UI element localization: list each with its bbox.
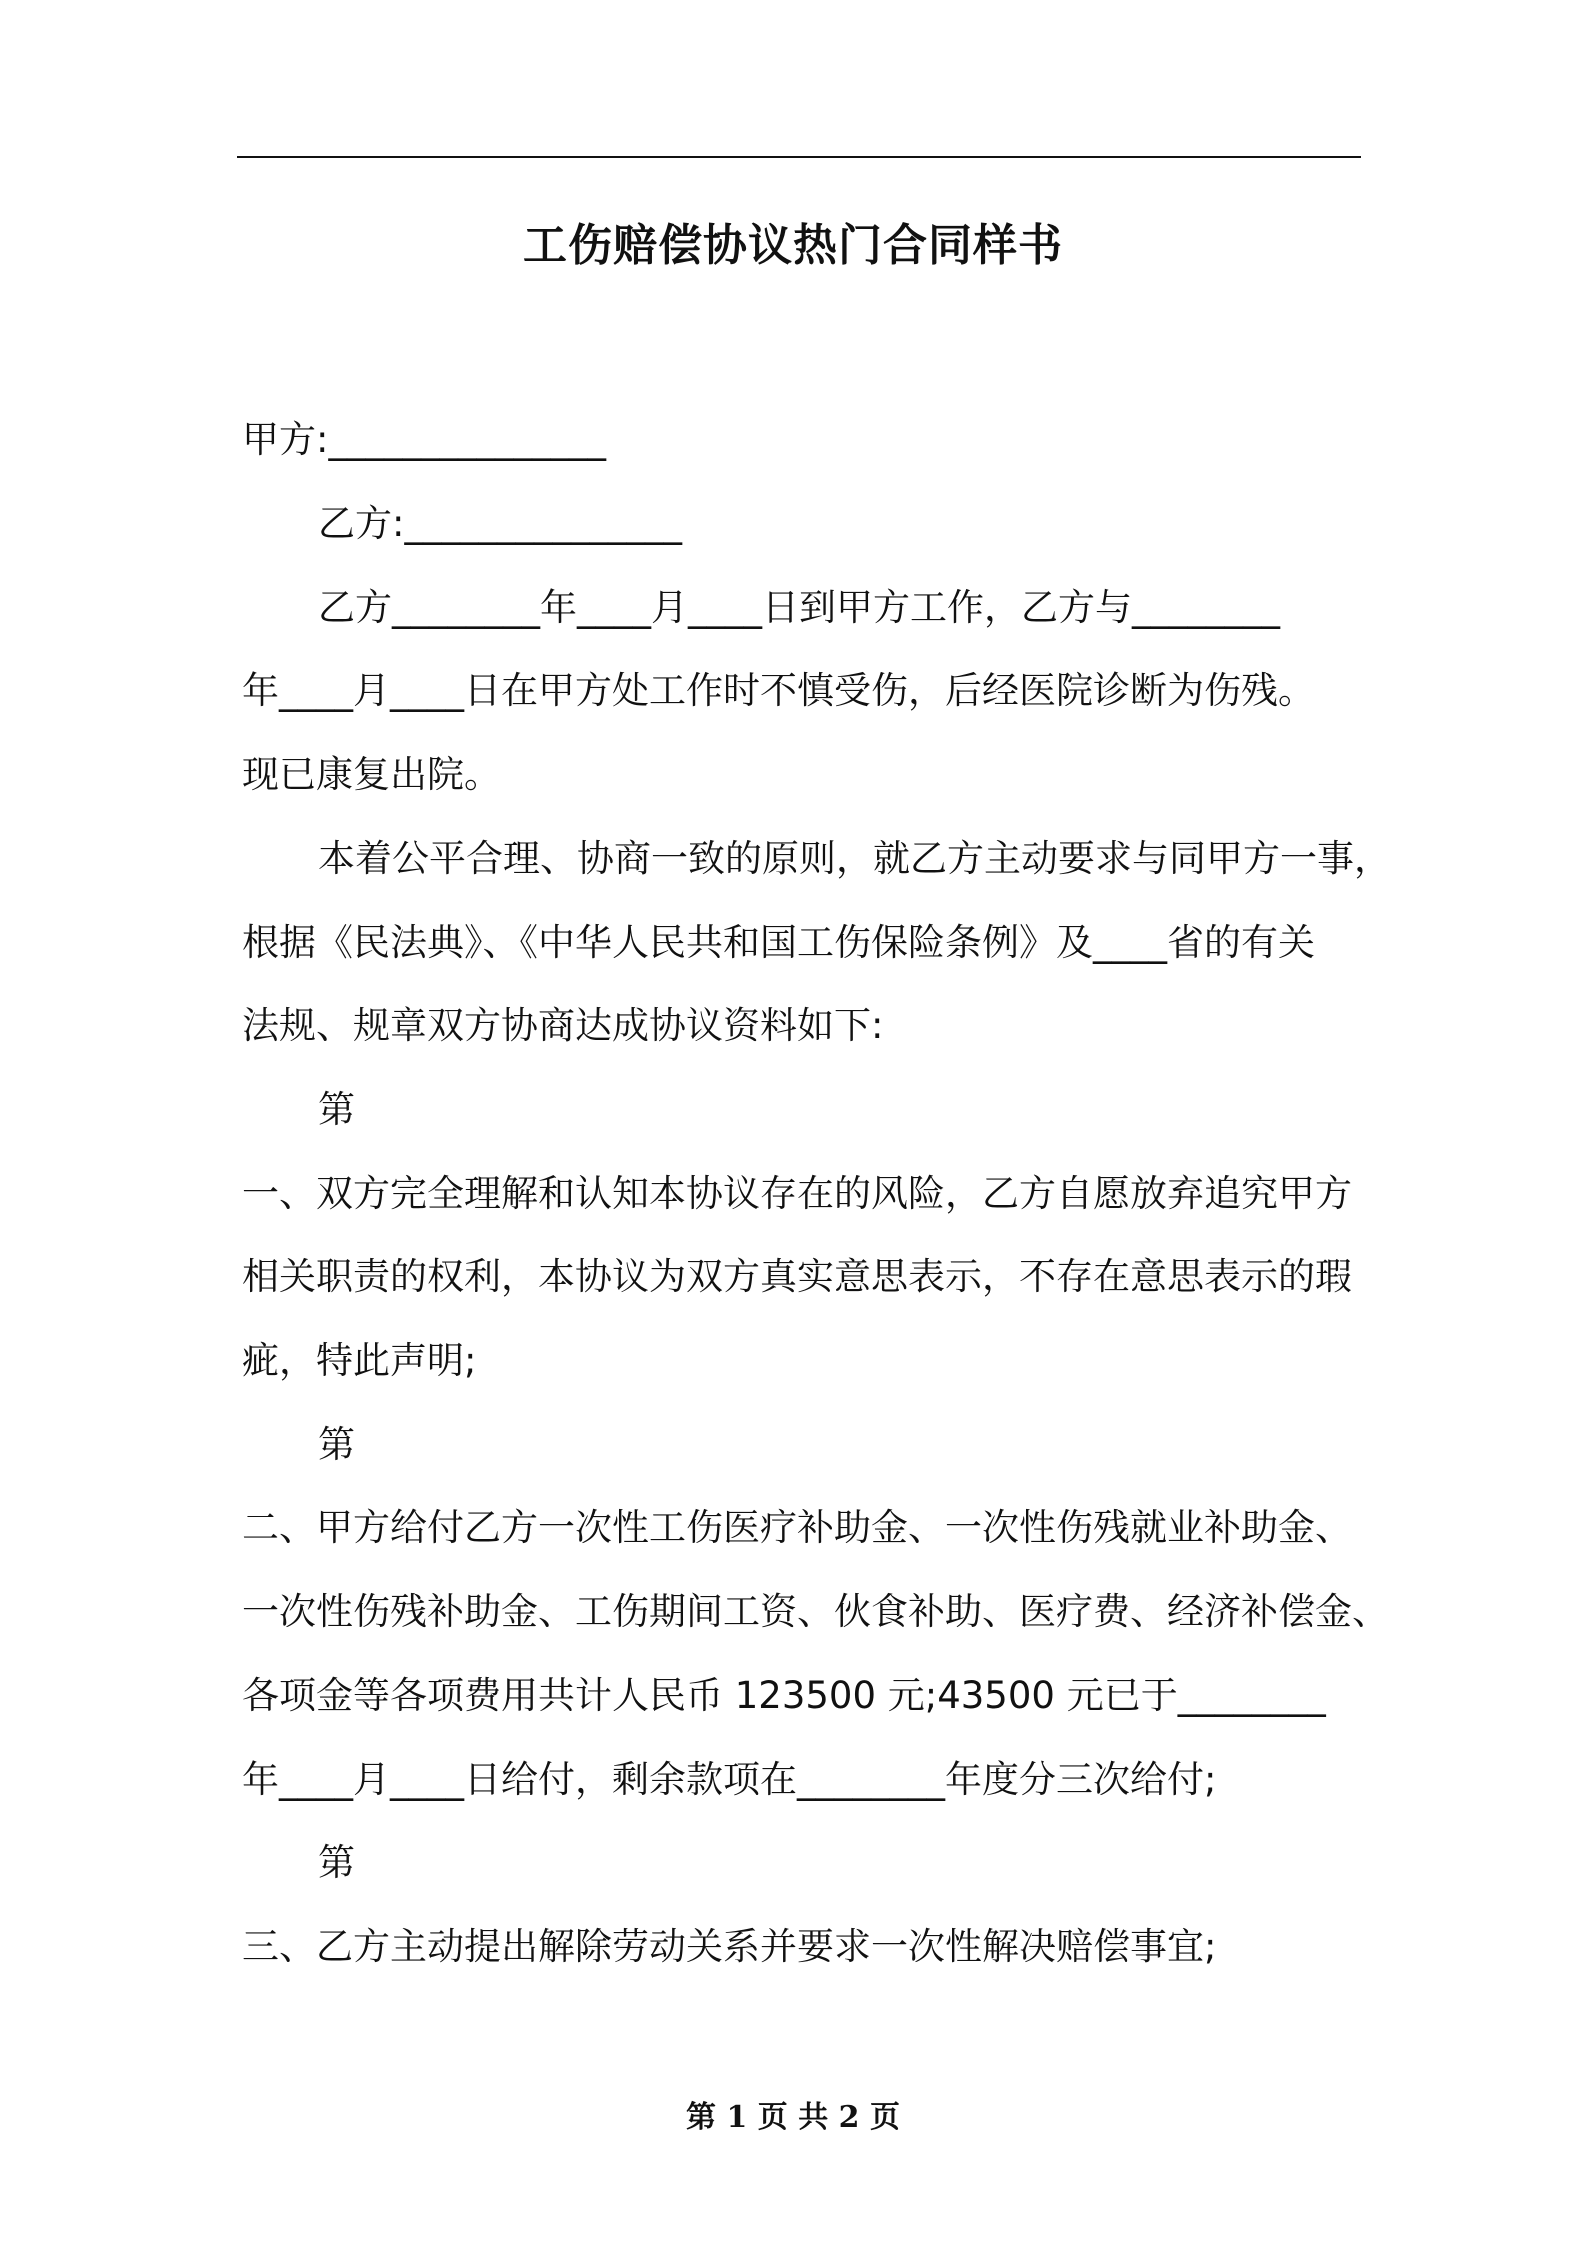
- paragraph-line: 本着公平合理、协商一致的原则，就乙方主动要求与同甲方一事，: [318, 837, 1391, 880]
- paragraph-line: 法规、规章双方协商达成协议资料如下:: [242, 1004, 884, 1047]
- header-rule: [237, 156, 1361, 158]
- article-line: 各项金等各项费用共计人民币 123500 元;43500 元已于________: [242, 1674, 1326, 1717]
- paragraph-line: 现已康复出院。: [242, 753, 501, 796]
- article-line: 疵，特此声明;: [242, 1339, 477, 1382]
- article-line: 一次性伤残补助金、工伤期间工资、伙食补助、医疗费、经济补偿金、: [242, 1590, 1389, 1633]
- paragraph-line: 根据《民法典》、《中华人民共和国工伤保险条例》及____省的有关: [242, 921, 1315, 964]
- party-a-line: 甲方:_______________: [242, 418, 606, 461]
- paragraph-line: 年____月____日在甲方处工作时不慎受伤，后经医院诊断为伤残。: [242, 669, 1315, 712]
- article-label: 第: [318, 1841, 355, 1884]
- document-title: 工伤赔偿协议热门合同样书: [523, 220, 1063, 271]
- article-line: 三、乙方主动提出解除劳动关系并要求一次性解决赔偿事宜;: [242, 1925, 1217, 1968]
- article-line: 二、甲方给付乙方一次性工伤医疗补助金、一次性伤残就业补助金、: [242, 1506, 1352, 1549]
- article-label: 第: [318, 1088, 355, 1131]
- party-b-line: 乙方:_______________: [318, 502, 682, 545]
- article-line: 年____月____日给付，剩余款项在________年度分三次给付;: [242, 1758, 1217, 1801]
- article-line: 相关职责的权利，本协议为双方真实意思表示，不存在意思表示的瑕: [242, 1255, 1352, 1298]
- article-label: 第: [318, 1423, 355, 1466]
- article-line: 一、双方完全理解和认知本协议存在的风险，乙方自愿放弃追究甲方: [242, 1172, 1352, 1215]
- page-footer: 第 1 页 共 2 页: [686, 2100, 900, 2135]
- paragraph-line: 乙方________年____月____日到甲方工作，乙方与________: [318, 586, 1280, 629]
